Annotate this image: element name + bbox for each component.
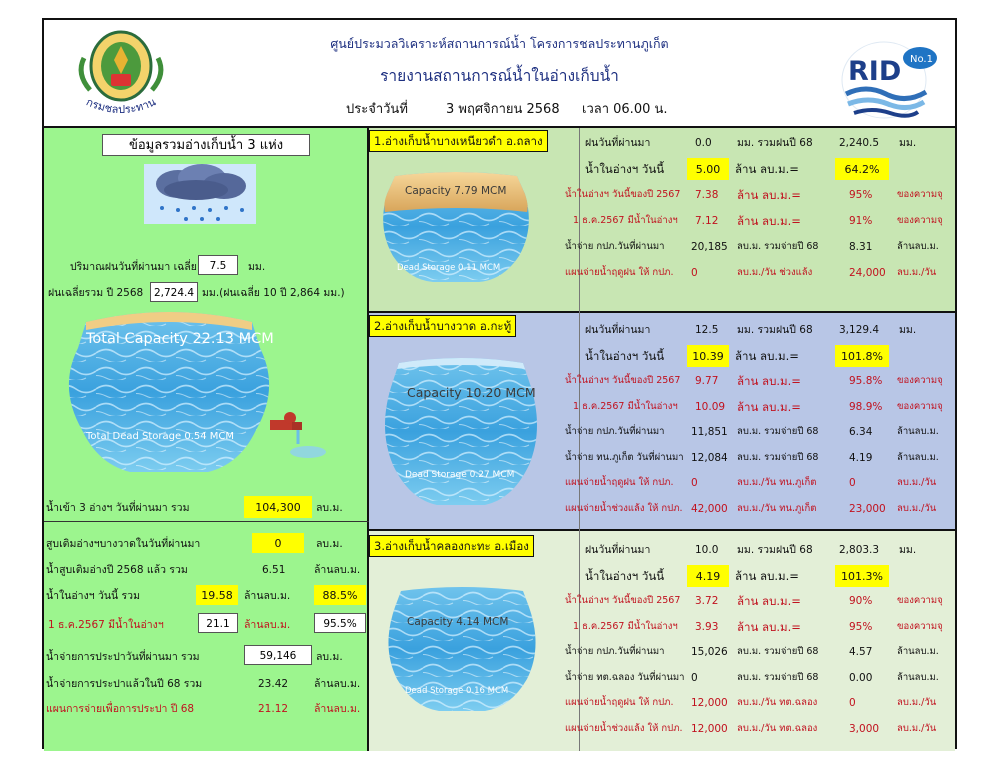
reservoir-3-row-value: 12,000 (691, 722, 728, 735)
reservoir-2-row-val2: 6.34 (849, 426, 873, 438)
report-frame (42, 18, 957, 749)
today-total-label: น้ำในอ่างฯ วันนี้ รวม (46, 590, 140, 602)
reservoir-1-jar (379, 172, 533, 282)
reservoir-3-row-mid: ลบ.ม. รวมจ่ายปี 68 (737, 646, 819, 657)
rain-year-label: ฝนเฉลี่ยรวม ปี 2568 (48, 287, 144, 299)
reservoir-2-dec-pct: 98.9% (849, 400, 883, 413)
plan-label: แผนการจ่ายเพื่อการประปา ปี 68 (46, 703, 195, 715)
reservoir-2-dec-value: 10.09 (695, 400, 726, 413)
reservoir-2-row-val2: 0 (849, 477, 856, 489)
reservoir-2-row-unit: ล้านลบ.ม. (897, 426, 939, 437)
reservoir-1-rain-value: 0.0 (695, 137, 712, 149)
rid-no1-logo (834, 34, 944, 124)
summary-panel (44, 128, 369, 751)
last-year-label: 1 ธ.ค.2567 มีน้ำในอ่างฯ (48, 619, 164, 631)
reservoir-1-prev-tail: ของความจุ (897, 189, 943, 200)
inflow-unit: ลบ.ม. (316, 502, 343, 514)
reservoir-3-dec-value: 3.93 (695, 620, 719, 633)
reservoir-3-row-label: แผนจ่ายน้ำช่วงแล้ง ให้ กปภ. (565, 722, 683, 734)
reservoir-panel-2 (369, 313, 955, 531)
reservoir-2-row-label: แผนจ่ายน้ำฤดูฝน ให้ กปภ. (565, 477, 674, 488)
reservoir-1-rain-mid: มม. รวมฝนปี 68 (737, 137, 813, 149)
summary-title: ข้อมูลรวมอ่างเก็บน้ำ 3 แห่ง (102, 134, 310, 156)
reservoir-2-row-unit: ลบ.ม./วัน (897, 502, 937, 514)
reservoir-1-dec-pct: 91% (849, 215, 873, 227)
reservoir-3-row-val2: 0.00 (849, 671, 873, 684)
reservoir-2-today-value: 10.39 (687, 345, 729, 367)
reservoir-1-row-mid: ลบ.ม. รวมจ่ายปี 68 (737, 241, 819, 252)
reservoir-2-row-mid: ลบ.ม. รวมจ่ายปี 68 (737, 451, 819, 463)
reservoir-2-today-label: น้ำในอ่างฯ วันนี้ (585, 348, 665, 363)
reservoir-3-row-val2: 0 (849, 697, 856, 709)
reservoir-2-jar (379, 357, 543, 505)
reservoir-2-rain-value: 12.5 (695, 324, 719, 336)
supply-value: 59,146 (244, 645, 312, 665)
reservoir-3-prev-unit: ล้าน ลบ.ม.= (737, 594, 801, 608)
supply-label: น้ำจ่ายการประปาวันที่ผ่านมา รวม (46, 651, 200, 663)
supply-unit: ลบ.ม. (316, 651, 343, 663)
water-tap-icon (268, 410, 328, 460)
rid-logo-text: RID (848, 56, 902, 87)
reservoir-2-rain-label: ฝนวันที่ผ่านมา (585, 324, 651, 336)
reservoir-2-dec-label: 1 ธ.ค.2567 มีน้ำในอ่างฯ (573, 400, 678, 412)
reservoir-3-dec-unit: ล้าน ลบ.ม.= (737, 619, 801, 634)
reservoir-1-row-label: น้ำจ่าย กปภ.วันที่ผ่านมา (565, 241, 665, 252)
reservoir-3-today-value: 4.19 (687, 565, 729, 587)
rain-cloud-icon (144, 164, 256, 224)
reservoir-1-today-pct: 64.2% (835, 158, 889, 180)
reservoir-3-rain-year: 2,803.3 (839, 544, 880, 556)
reservoir-3-jar (383, 587, 541, 711)
reservoir-panel-3 (369, 531, 955, 751)
reservoir-2-row-label: น้ำจ่าย ทน.ภูเก็ต วันที่ผ่านมา (565, 451, 684, 463)
reservoir-2-row-val2: 4.19 (849, 451, 873, 464)
last-year-value: 21.1 (198, 613, 238, 633)
today-total-value: 19.58 (196, 585, 238, 605)
reservoir-2-row-value: 0 (691, 477, 698, 489)
reservoir-3-dec-pct: 95% (849, 620, 873, 633)
supply-year-unit: ล้านลบ.ม. (314, 678, 361, 690)
reservoir-2-today-unit: ล้าน ลบ.ม.= (735, 348, 799, 363)
reservoir-1-prev-value: 7.38 (695, 189, 719, 201)
reservoir-1-rain-label: ฝนวันที่ผ่านมา (585, 137, 651, 149)
reservoir-1-row-label: แผนจ่ายน้ำฤดูฝน ให้ กปภ. (565, 267, 674, 278)
reservoir-2-row-val2: 23,000 (849, 502, 886, 515)
reservoir-1-prev-unit: ล้าน ลบ.ม.= (737, 188, 801, 202)
pump-value: 0 (252, 533, 304, 553)
reservoir-2-rain-mid: มม. รวมฝนปี 68 (737, 324, 813, 336)
reservoir-2-prev-unit: ล้าน ลบ.ม.= (737, 374, 801, 388)
reservoir-2-prev-value: 9.77 (695, 375, 719, 387)
report-title: รายงานสถานการณ์น้ำในอ่างเก็บน้ำ (380, 67, 619, 85)
reservoir-2-capacity: Capacity 10.20 MCM (407, 385, 536, 400)
reservoir-3-row-value: 0 (691, 671, 698, 684)
reservoir-2-row-value: 11,851 (691, 426, 728, 438)
reservoir-2-row-value: 12,084 (691, 451, 728, 464)
total-capacity-label: Total Capacity 22.13 MCM (86, 331, 274, 347)
reservoir-panel-1 (369, 128, 955, 313)
pump-label: สูบเติมอ่างฯบางวาดในวันที่ผ่านมา (46, 538, 201, 550)
supply-year-value: 23.42 (258, 678, 289, 690)
reservoir-3-capacity: Capacity 4.14 MCM (407, 616, 509, 628)
supply-year-label: น้ำจ่ายการประปาแล้วในปี 68 รวม (46, 678, 203, 690)
reservoir-1-row-unit: ล้านลบ.ม. (897, 241, 939, 252)
report-date: 3 พฤศจิกายน 2568 (446, 102, 560, 117)
rain-year-value: 2,724.4 (150, 282, 198, 302)
reservoir-3-row-unit: ล้านลบ.ม. (897, 671, 939, 683)
reservoir-3-row-mid: ลบ.ม. รวมจ่ายปี 68 (737, 671, 819, 683)
reservoir-3-dec-label: 1 ธ.ค.2567 มีน้ำในอ่างฯ (573, 620, 678, 632)
reservoir-1-today-label: น้ำในอ่างฯ วันนี้ (585, 162, 665, 176)
reservoir-1-dead-storage: Dead Storage 0.11 MCM (397, 263, 501, 273)
reservoir-3-dec-tail: ของความจุ (897, 620, 943, 632)
reservoir-2-title: 2.อ่างเก็บน้ำบางวาด อ.กะทู้ (369, 315, 516, 337)
rain-avg-label: ปริมาณฝนวันที่ผ่านมา เฉลี่ย (70, 261, 197, 273)
reservoir-3-row-label: น้ำจ่าย ทต.ฉลอง วันที่ผ่านมา (565, 671, 685, 683)
reservoir-2-row-label: น้ำจ่าย กปภ.วันที่ผ่านมา (565, 426, 665, 437)
reservoir-2-today-pct: 101.8% (835, 345, 889, 367)
reservoir-3-rain-unit: มม. (899, 544, 917, 556)
reservoir-3-row-label: น้ำจ่าย กปภ.วันที่ผ่านมา (565, 646, 665, 657)
today-total-pct: 88.5% (314, 585, 366, 605)
reservoir-3-today-pct: 101.3% (835, 565, 889, 587)
reservoir-2-prev-label: น้ำในอ่างฯ วันนี้ของปี 2567 (565, 375, 681, 386)
rid-logo-no: No.1 (910, 54, 933, 65)
total-dead-storage-label: Total Dead Storage 0.54 MCM (86, 431, 235, 442)
reservoir-3-prev-label: น้ำในอ่างฯ วันนี้ของปี 2567 (565, 595, 681, 606)
reservoir-3-row-unit: ลบ.ม./วัน (897, 722, 937, 734)
reservoir-1-capacity: Capacity 7.79 MCM (405, 185, 507, 197)
reservoir-2-row-mid: ลบ.ม./วัน ทน.ภูเก็ต (737, 477, 817, 488)
reservoir-1-dec-tail: ของความจุ (897, 215, 943, 226)
reservoir-3-row-val2: 4.57 (849, 646, 873, 658)
rain-year-note: มม.(ฝนเฉลี่ย 10 ปี 2,864 มม.) (202, 287, 345, 299)
inflow-label: น้ำเข้า 3 อ่างฯ วันที่ผ่านมา รวม (46, 502, 190, 514)
reservoir-2-dec-unit: ล้าน ลบ.ม.= (737, 399, 801, 414)
reservoir-3-row-mid: ลบ.ม./วัน ทต.ฉลอง (737, 697, 818, 708)
reservoir-3-rain-label: ฝนวันที่ผ่านมา (585, 544, 651, 556)
reservoir-2-rain-year: 3,129.4 (839, 324, 880, 336)
today-total-unit: ล้านลบ.ม. (244, 590, 291, 602)
reservoir-3-dead-storage: Dead Storage 0.16 MCM (405, 686, 509, 696)
last-year-unit: ล้านลบ.ม. (244, 619, 291, 631)
reservoir-3-today-unit: ล้าน ลบ.ม.= (735, 568, 799, 583)
reservoir-2-row-unit: ลบ.ม./วัน (897, 477, 937, 488)
total-reservoir-jar (56, 308, 282, 474)
reservoir-1-today-unit: ล้าน ลบ.ม.= (735, 162, 799, 176)
reservoir-1-dec-unit: ล้าน ลบ.ม.= (737, 214, 801, 228)
reservoir-1-today-value: 5.00 (687, 158, 729, 180)
reservoir-2-row-mid: ลบ.ม. รวมจ่ายปี 68 (737, 426, 819, 437)
pump-year-value: 6.51 (262, 564, 286, 576)
reservoir-1-row-value: 20,185 (691, 241, 728, 253)
reservoir-2-prev-tail: ของความจุ (897, 375, 943, 386)
reservoir-2-dead-storage: Dead Storage 0.27 MCM (405, 470, 515, 480)
reservoir-3-prev-value: 3.72 (695, 595, 719, 607)
reservoir-1-rain-unit: มม. (899, 137, 917, 149)
reservoir-2-row-unit: ล้านลบ.ม. (897, 451, 939, 463)
reservoir-2-row-value: 42,000 (691, 502, 728, 515)
reservoir-3-row-val2: 3,000 (849, 722, 880, 735)
reservoir-1-dec-value: 7.12 (695, 215, 719, 227)
pump-year-label: น้ำสูบเติมอ่างปี 2568 แล้ว รวม (46, 564, 188, 576)
pump-year-unit: ล้านลบ.ม. (314, 564, 361, 576)
reservoir-2-row-mid: ลบ.ม./วัน ทน.ภูเก็ต (737, 502, 817, 514)
plan-value: 21.12 (258, 703, 289, 715)
reservoir-3-row-value: 15,026 (691, 646, 728, 658)
reservoir-3-today-label: น้ำในอ่างฯ วันนี้ (585, 568, 665, 583)
reservoir-1-row-val2: 24,000 (849, 267, 886, 279)
pump-unit: ลบ.ม. (316, 538, 343, 550)
last-year-pct: 95.5% (314, 613, 366, 633)
reservoir-1-title: 1.อ่างเก็บน้ำบางเหนียวดำ อ.ถลาง (369, 130, 548, 152)
reservoir-3-rain-mid: มม. รวมฝนปี 68 (737, 544, 813, 556)
reservoir-2-dec-tail: ของความจุ (897, 400, 943, 412)
reservoir-1-prev-pct: 95% (849, 189, 873, 201)
reservoir-3-row-value: 12,000 (691, 697, 728, 709)
reservoir-1-prev-label: น้ำในอ่างฯ วันนี้ของปี 2567 (565, 189, 681, 200)
reservoir-2-rain-unit: มม. (899, 324, 917, 336)
reservoir-1-row-mid: ลบ.ม./วัน ช่วงแล้ง (737, 267, 813, 278)
reservoir-1-rain-year: 2,240.5 (839, 137, 880, 149)
reservoir-3-rain-value: 10.0 (695, 544, 719, 556)
reservoir-1-row-unit: ลบ.ม./วัน (897, 267, 937, 278)
report-header (44, 20, 955, 128)
reservoir-3-row-mid: ลบ.ม./วัน ทต.ฉลอง (737, 722, 818, 734)
reservoir-2-row-label: แผนจ่ายน้ำช่วงแล้ง ให้ กปภ. (565, 502, 683, 514)
plan-unit: ล้านลบ.ม. (314, 703, 361, 715)
reservoir-1-row-val2: 8.31 (849, 241, 873, 253)
reservoir-1-row-value: 0 (691, 267, 698, 279)
reservoir-3-row-unit: ล้านลบ.ม. (897, 646, 939, 657)
center-title: ศูนย์ประมวลวิเคราะห์สถานการณ์น้ำ โครงการชลประทานภูเก็ต (330, 36, 669, 51)
inflow-value: 104,300 (244, 496, 312, 518)
seal-text: กรมชลประทาน (84, 95, 158, 117)
reservoir-3-prev-pct: 90% (849, 595, 873, 607)
reservoir-1-dec-label: 1 ธ.ค.2567 มีน้ำในอ่างฯ (573, 215, 678, 226)
rain-avg-value: 7.5 (198, 255, 238, 275)
reservoir-3-prev-tail: ของความจุ (897, 595, 943, 606)
reservoir-3-title: 3.อ่างเก็บน้ำคลองกะทะ อ.เมือง (369, 535, 534, 557)
reservoir-2-prev-pct: 95.8% (849, 375, 883, 387)
reservoir-3-row-unit: ลบ.ม./วัน (897, 697, 937, 708)
report-time: เวลา 06.00 น. (582, 102, 668, 117)
rain-avg-unit: มม. (248, 261, 266, 273)
date-prefix: ประจำวันที่ (346, 102, 408, 117)
reservoir-3-row-label: แผนจ่ายน้ำฤดูฝน ให้ กปภ. (565, 697, 674, 708)
